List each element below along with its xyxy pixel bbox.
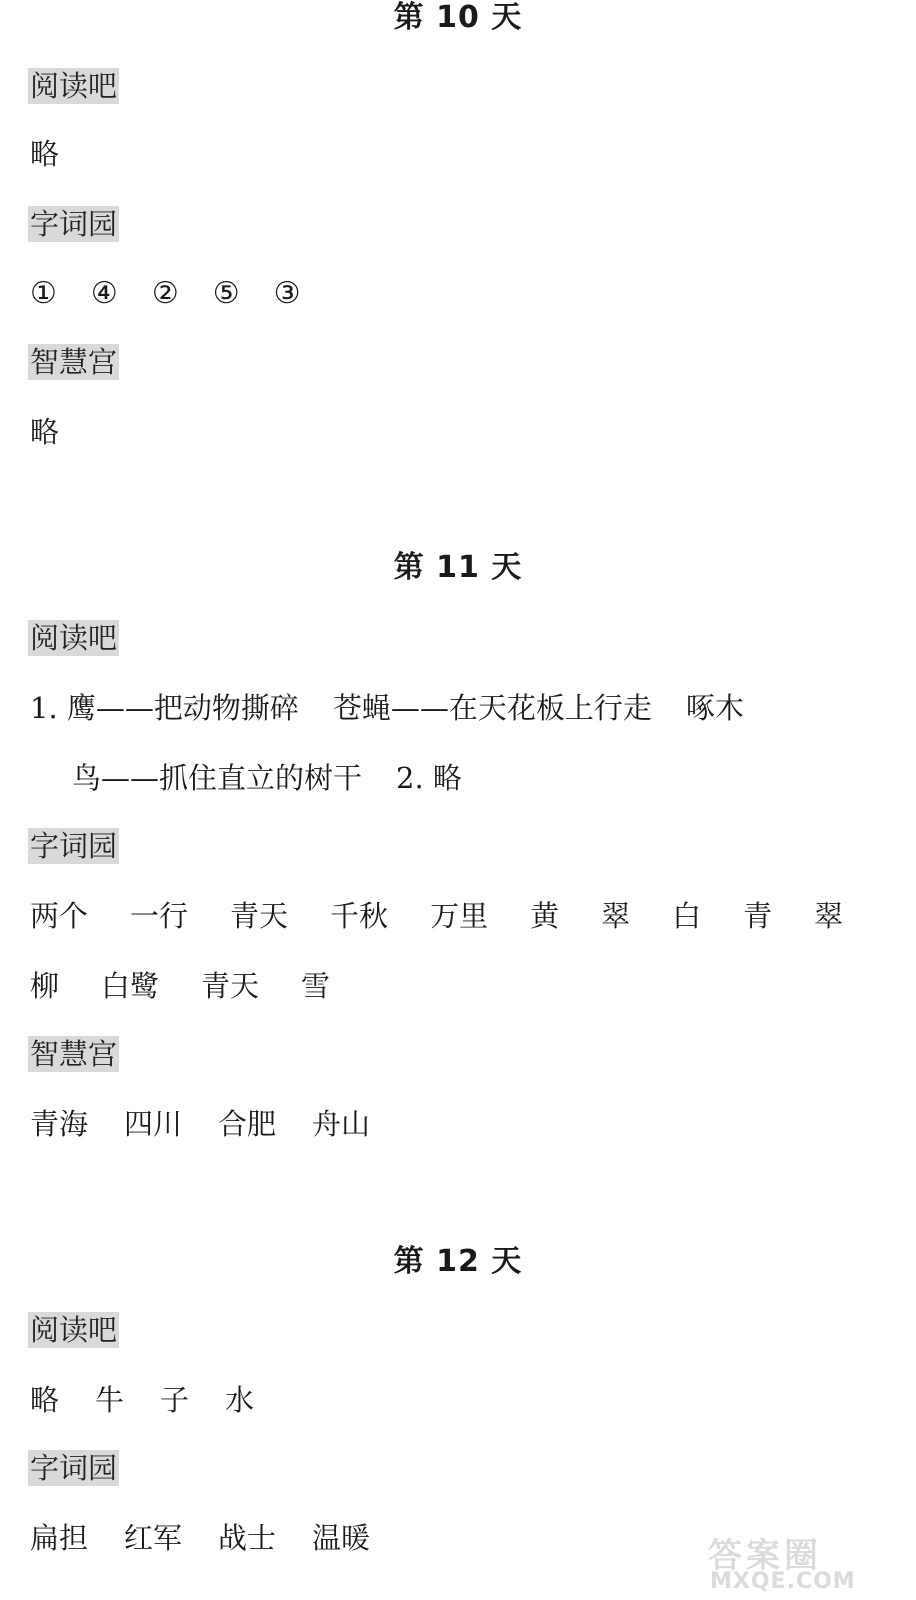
day-10-reading-answer: 略 [30, 137, 60, 171]
day-11-reading-line-1 [30, 688, 778, 728]
day-10-words-label: 字词园 [30, 207, 118, 241]
answer-item: 合肥 [218, 1107, 277, 1141]
day-11-words-label: 字词园 [30, 829, 118, 863]
answer-item: 1. 鹰——把动物撕碎 [30, 691, 299, 725]
answer-item: 水 [225, 1383, 255, 1417]
answer-item: 青天 [230, 899, 289, 933]
answer-item: 扁担 [30, 1521, 89, 1555]
day-10-wisdom-label: 智慧宫 [30, 345, 118, 379]
watermark-logo-text: 答案圈 [708, 1536, 822, 1576]
day-12-words-label: 字词园 [30, 1451, 118, 1485]
answer-item: 啄木 [685, 691, 744, 725]
answer-item: 温暖 [312, 1521, 371, 1555]
answer-item: ① [30, 276, 57, 311]
day-10-words-answers [30, 274, 335, 314]
site-watermark [708, 1528, 894, 1594]
day-10-wisdom-answer: 略 [30, 415, 60, 449]
answer-item: 白 [672, 899, 702, 933]
answer-item: ③ [273, 276, 301, 311]
answer-item: 2. 略 [396, 761, 462, 795]
answer-item: 青 [743, 899, 773, 933]
answer-item: 子 [160, 1383, 190, 1417]
answer-item: ⑤ [212, 276, 240, 311]
answer-item: ② [151, 276, 179, 311]
answer-item: 白鹭 [101, 969, 160, 1003]
answer-item: 战士 [218, 1521, 277, 1555]
day-11-reading-line-2 [72, 758, 496, 798]
day-12-reading-answers [30, 1380, 290, 1420]
answer-item: 略 [30, 1383, 60, 1417]
day-11-wisdom-label: 智慧宫 [30, 1037, 118, 1071]
answer-item: 一行 [130, 899, 189, 933]
day-10-title: 第 10 天 [393, 0, 523, 35]
watermark-url: MXQE.COM [710, 1569, 856, 1594]
answer-item: 雪 [301, 969, 331, 1003]
answer-item: 红军 [124, 1521, 183, 1555]
answer-item: 万里 [430, 899, 489, 933]
answer-item: ④ [90, 276, 118, 311]
answer-item: 牛 [95, 1383, 125, 1417]
answer-item: 四川 [124, 1107, 183, 1141]
day-12-title: 第 12 天 [393, 1244, 523, 1279]
answer-item: 苍蝇——在天花板上行走 [332, 691, 652, 725]
day-11-words-line-2 [30, 966, 372, 1006]
answer-item: 舟山 [312, 1107, 371, 1141]
day-11-wisdom-answers [30, 1104, 406, 1144]
day-11-reading-label: 阅读吧 [30, 621, 118, 655]
answer-item: 翠 [814, 899, 844, 933]
day-12-reading-label: 阅读吧 [30, 1313, 118, 1347]
answer-item: 两个 [30, 899, 89, 933]
answer-item: 柳 [30, 969, 60, 1003]
answer-item: 千秋 [330, 899, 389, 933]
day-11-title: 第 11 天 [393, 550, 523, 585]
answer-item: 青海 [30, 1107, 89, 1141]
day-10-reading-label: 阅读吧 [30, 69, 118, 103]
day-12-words-answers [30, 1518, 406, 1558]
day-11-words-line-1 [30, 896, 843, 936]
answer-item: 翠 [601, 899, 631, 933]
answer-item: 青天 [201, 969, 260, 1003]
answer-item: 鸟——抓住直立的树干 [72, 761, 363, 795]
answer-item: 黄 [530, 899, 560, 933]
